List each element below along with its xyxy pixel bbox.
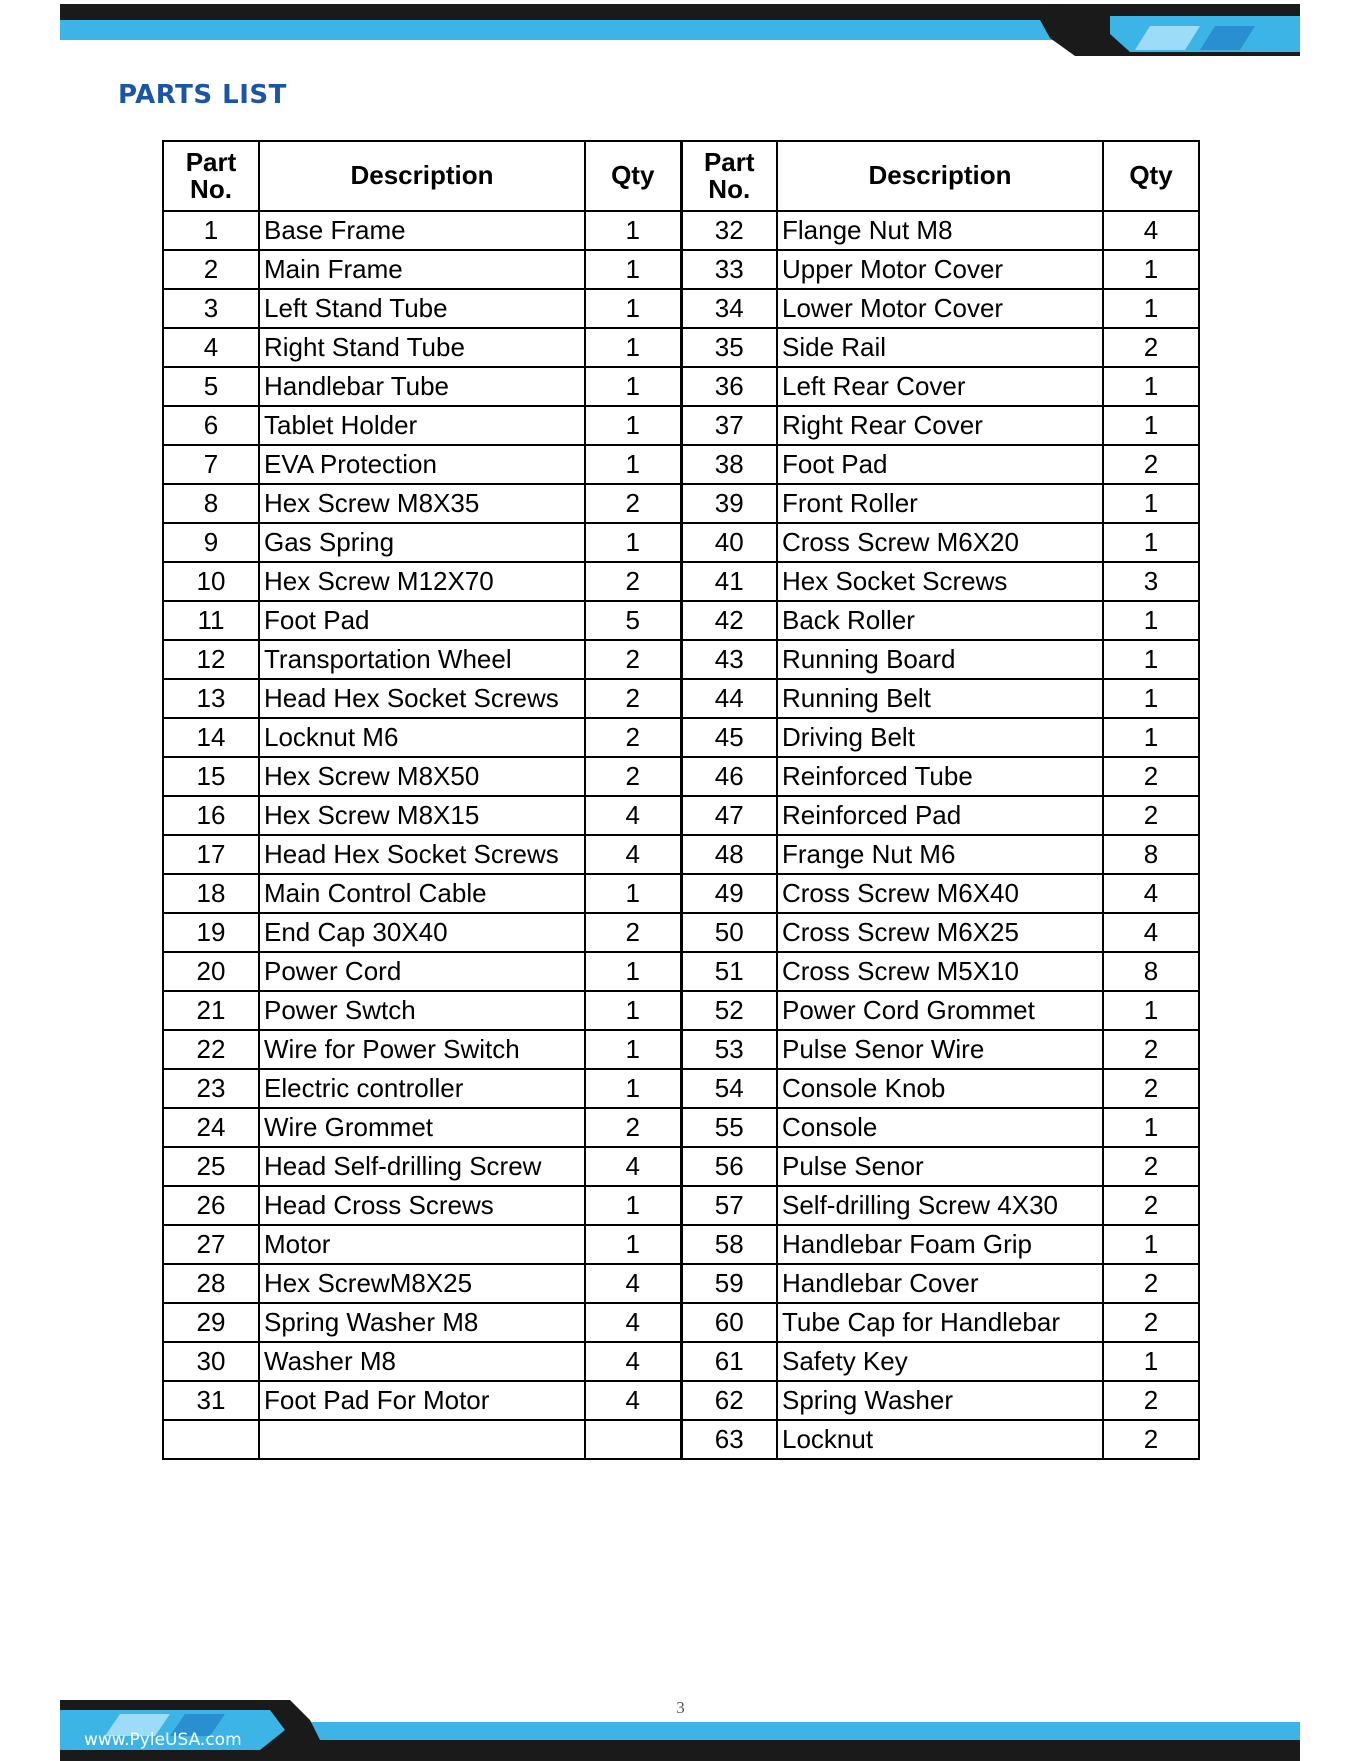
description-cell: Hex Screw M8X50	[259, 757, 585, 796]
table-row	[163, 1108, 1199, 1147]
description-cell: Driving Belt	[777, 718, 1103, 757]
part-number-cell: 40	[681, 523, 777, 562]
quantity-cell: 2	[1103, 1420, 1199, 1459]
quantity-cell: 2	[585, 913, 681, 952]
part-number-cell: 14	[163, 718, 259, 757]
quantity-cell: 2	[1103, 1030, 1199, 1069]
quantity-cell: 2	[585, 757, 681, 796]
table-row	[163, 406, 1199, 445]
description-cell: Reinforced Pad	[777, 796, 1103, 835]
quantity-cell: 1	[585, 289, 681, 328]
quantity-cell: 1	[1103, 250, 1199, 289]
part-number-cell: 48	[681, 835, 777, 874]
description-cell: Handlebar Foam Grip	[777, 1225, 1103, 1264]
part-number-cell: 12	[163, 640, 259, 679]
part-number-cell: 62	[681, 1381, 777, 1420]
quantity-cell: 2	[1103, 1147, 1199, 1186]
part-number-cell: 28	[163, 1264, 259, 1303]
description-cell: Foot Pad	[777, 445, 1103, 484]
part-number-cell: 31	[163, 1381, 259, 1420]
table-row	[163, 952, 1199, 991]
part-number-cell: 47	[681, 796, 777, 835]
description-cell: Cross Screw M6X25	[777, 913, 1103, 952]
description-cell: Lower Motor Cover	[777, 289, 1103, 328]
quantity-cell: 4	[1103, 874, 1199, 913]
part-number-cell: 63	[681, 1420, 777, 1459]
quantity-cell: 1	[585, 991, 681, 1030]
quantity-cell: 1	[585, 328, 681, 367]
description-cell: Flange Nut M8	[777, 211, 1103, 250]
quantity-cell: 1	[1103, 640, 1199, 679]
description-cell: Reinforced Tube	[777, 757, 1103, 796]
description-cell: Frange Nut M6	[777, 835, 1103, 874]
description-cell: Side Rail	[777, 328, 1103, 367]
description-cell: Main Frame	[259, 250, 585, 289]
description-cell: Head Hex Socket Screws	[259, 835, 585, 874]
top-banner	[0, 0, 1361, 60]
parts-table	[162, 140, 1200, 1460]
part-number-cell: 27	[163, 1225, 259, 1264]
quantity-cell: 8	[1103, 835, 1199, 874]
part-number-cell: 4	[163, 328, 259, 367]
part-number-cell: 34	[681, 289, 777, 328]
table-row	[163, 1342, 1199, 1381]
description-cell: Spring Washer M8	[259, 1303, 585, 1342]
description-cell: Front Roller	[777, 484, 1103, 523]
quantity-cell: 1	[585, 1030, 681, 1069]
part-number-cell: 15	[163, 757, 259, 796]
table-row	[163, 1225, 1199, 1264]
part-number-cell: 6	[163, 406, 259, 445]
table-row	[163, 913, 1199, 952]
part-number-cell: 38	[681, 445, 777, 484]
description-cell: Tube Cap for Handlebar	[777, 1303, 1103, 1342]
table-row	[163, 1147, 1199, 1186]
part-number-cell: 5	[163, 367, 259, 406]
table-row	[163, 1303, 1199, 1342]
part-number-cell: 49	[681, 874, 777, 913]
part-number-cell: 37	[681, 406, 777, 445]
quantity-cell: 2	[1103, 328, 1199, 367]
quantity-cell: 1	[585, 367, 681, 406]
quantity-cell: 1	[1103, 367, 1199, 406]
table-row	[163, 991, 1199, 1030]
description-cell: EVA Protection	[259, 445, 585, 484]
description-cell: Locknut M6	[259, 718, 585, 757]
part-number-cell: 30	[163, 1342, 259, 1381]
quantity-cell: 4	[585, 796, 681, 835]
part-number-cell: 29	[163, 1303, 259, 1342]
quantity-cell: 4	[585, 1147, 681, 1186]
table-row	[163, 640, 1199, 679]
part-number-cell: 50	[681, 913, 777, 952]
part-number-cell: 41	[681, 562, 777, 601]
column-header-qty: Qty	[1103, 141, 1199, 211]
description-cell: Left Rear Cover	[777, 367, 1103, 406]
part-number-cell: 45	[681, 718, 777, 757]
quantity-cell: 4	[585, 1264, 681, 1303]
table-row	[163, 1264, 1199, 1303]
quantity-cell: 3	[1103, 562, 1199, 601]
quantity-cell: 2	[585, 679, 681, 718]
part-number-cell: 56	[681, 1147, 777, 1186]
description-cell: Main Control Cable	[259, 874, 585, 913]
quantity-cell: 1	[1103, 601, 1199, 640]
part-number-cell: 43	[681, 640, 777, 679]
part-number-cell: 10	[163, 562, 259, 601]
quantity-cell: 1	[1103, 1108, 1199, 1147]
part-number-cell: 39	[681, 484, 777, 523]
table-row	[163, 1420, 1199, 1459]
part-number-cell: 13	[163, 679, 259, 718]
table-row	[163, 718, 1199, 757]
part-number-cell: 61	[681, 1342, 777, 1381]
table-row	[163, 1030, 1199, 1069]
description-cell: Hex Screw M8X35	[259, 484, 585, 523]
quantity-cell: 1	[1103, 523, 1199, 562]
description-cell: Gas Spring	[259, 523, 585, 562]
quantity-cell: 1	[1103, 679, 1199, 718]
part-number-cell: 17	[163, 835, 259, 874]
part-number-cell: 42	[681, 601, 777, 640]
table-row	[163, 289, 1199, 328]
description-cell: Pulse Senor	[777, 1147, 1103, 1186]
description-cell: Pulse Senor Wire	[777, 1030, 1103, 1069]
description-cell: Cross Screw M5X10	[777, 952, 1103, 991]
table-row	[163, 1381, 1199, 1420]
part-number-cell: 21	[163, 991, 259, 1030]
part-number-cell: 19	[163, 913, 259, 952]
part-number-cell: 8	[163, 484, 259, 523]
description-cell: Back Roller	[777, 601, 1103, 640]
part-number-cell: 59	[681, 1264, 777, 1303]
description-cell: Handlebar Cover	[777, 1264, 1103, 1303]
part-number-cell: 2	[163, 250, 259, 289]
table-row	[163, 679, 1199, 718]
part-number-cell: 1	[163, 211, 259, 250]
part-number-cell: 55	[681, 1108, 777, 1147]
description-cell: Upper Motor Cover	[777, 250, 1103, 289]
column-header-description: Description	[777, 141, 1103, 211]
quantity-cell: 4	[1103, 913, 1199, 952]
page-number: 3	[676, 1698, 685, 1717]
description-cell: Hex ScrewM8X25	[259, 1264, 585, 1303]
description-cell: Foot Pad	[259, 601, 585, 640]
part-number-cell: 46	[681, 757, 777, 796]
description-cell	[259, 1420, 585, 1459]
quantity-cell: 2	[585, 640, 681, 679]
quantity-cell: 2	[585, 484, 681, 523]
description-cell: Power Cord	[259, 952, 585, 991]
column-header-qty: Qty	[585, 141, 681, 211]
description-cell: Spring Washer	[777, 1381, 1103, 1420]
description-cell: Cross Screw M6X20	[777, 523, 1103, 562]
quantity-cell: 1	[585, 1186, 681, 1225]
part-number-cell: 22	[163, 1030, 259, 1069]
table-row	[163, 757, 1199, 796]
table-header-row	[163, 141, 1199, 211]
table-row	[163, 367, 1199, 406]
quantity-cell: 4	[585, 835, 681, 874]
quantity-cell: 2	[585, 1108, 681, 1147]
description-cell: Running Board	[777, 640, 1103, 679]
description-cell: Wire Grommet	[259, 1108, 585, 1147]
table-row	[163, 523, 1199, 562]
quantity-cell: 1	[585, 406, 681, 445]
description-cell: Right Rear Cover	[777, 406, 1103, 445]
part-number-cell: 33	[681, 250, 777, 289]
column-header-part-no: Part No.	[163, 141, 259, 211]
part-number-cell: 24	[163, 1108, 259, 1147]
description-cell: Self-drilling Screw 4X30	[777, 1186, 1103, 1225]
description-cell: Handlebar Tube	[259, 367, 585, 406]
quantity-cell: 1	[585, 445, 681, 484]
description-cell: Wire for Power Switch	[259, 1030, 585, 1069]
quantity-cell: 2	[1103, 1264, 1199, 1303]
description-cell: Cross Screw M6X40	[777, 874, 1103, 913]
description-cell: Locknut	[777, 1420, 1103, 1459]
table-row	[163, 1069, 1199, 1108]
description-cell: Motor	[259, 1225, 585, 1264]
description-cell: Tablet Holder	[259, 406, 585, 445]
quantity-cell: 2	[585, 562, 681, 601]
table-row	[163, 484, 1199, 523]
quantity-cell: 2	[1103, 1381, 1199, 1420]
table-row	[163, 328, 1199, 367]
quantity-cell: 2	[1103, 445, 1199, 484]
description-cell: End Cap 30X40	[259, 913, 585, 952]
table-row	[163, 250, 1199, 289]
quantity-cell: 1	[585, 1225, 681, 1264]
part-number-cell: 26	[163, 1186, 259, 1225]
description-cell: Left Stand Tube	[259, 289, 585, 328]
quantity-cell: 4	[1103, 211, 1199, 250]
part-number-cell: 35	[681, 328, 777, 367]
description-cell: Base Frame	[259, 211, 585, 250]
description-cell: Foot Pad For Motor	[259, 1381, 585, 1420]
column-header-description: Description	[259, 141, 585, 211]
part-number-cell: 25	[163, 1147, 259, 1186]
part-number-cell: 36	[681, 367, 777, 406]
quantity-cell: 2	[1103, 757, 1199, 796]
part-number-cell: 54	[681, 1069, 777, 1108]
quantity-cell: 2	[1103, 796, 1199, 835]
quantity-cell: 5	[585, 601, 681, 640]
part-number-cell: 53	[681, 1030, 777, 1069]
quantity-cell: 2	[585, 718, 681, 757]
quantity-cell: 8	[1103, 952, 1199, 991]
quantity-cell: 4	[585, 1342, 681, 1381]
quantity-cell: 2	[1103, 1069, 1199, 1108]
quantity-cell: 1	[585, 523, 681, 562]
table-row	[163, 796, 1199, 835]
part-number-cell	[163, 1420, 259, 1459]
part-number-cell: 16	[163, 796, 259, 835]
column-header-part-no: Part No.	[681, 141, 777, 211]
description-cell: Right Stand Tube	[259, 328, 585, 367]
description-cell: Hex Socket Screws	[777, 562, 1103, 601]
description-cell: Transportation Wheel	[259, 640, 585, 679]
quantity-cell: 2	[1103, 1303, 1199, 1342]
part-number-cell: 44	[681, 679, 777, 718]
quantity-cell: 4	[585, 1303, 681, 1342]
part-number-cell: 18	[163, 874, 259, 913]
quantity-cell: 2	[1103, 1186, 1199, 1225]
table-row	[163, 562, 1199, 601]
quantity-cell: 1	[1103, 991, 1199, 1030]
table-row	[163, 445, 1199, 484]
part-number-cell: 58	[681, 1225, 777, 1264]
table-row	[163, 1186, 1199, 1225]
quantity-cell: 1	[1103, 484, 1199, 523]
table-row	[163, 874, 1199, 913]
description-cell: Safety Key	[777, 1342, 1103, 1381]
part-number-cell: 60	[681, 1303, 777, 1342]
part-number-cell: 3	[163, 289, 259, 328]
part-number-cell: 52	[681, 991, 777, 1030]
description-cell: Head Self-drilling Screw	[259, 1147, 585, 1186]
part-number-cell: 51	[681, 952, 777, 991]
part-number-cell: 9	[163, 523, 259, 562]
table-row	[163, 601, 1199, 640]
description-cell: Power Swtch	[259, 991, 585, 1030]
part-number-cell: 20	[163, 952, 259, 991]
quantity-cell: 1	[1103, 718, 1199, 757]
quantity-cell: 1	[585, 1069, 681, 1108]
page-title: PARTS LIST	[118, 80, 287, 110]
quantity-cell: 1	[585, 874, 681, 913]
website-url[interactable]: www.PyleUSA.com	[84, 1730, 242, 1750]
description-cell: Hex Screw M12X70	[259, 562, 585, 601]
table-row	[163, 211, 1199, 250]
description-cell: Head Cross Screws	[259, 1186, 585, 1225]
part-number-cell: 11	[163, 601, 259, 640]
part-number-cell: 23	[163, 1069, 259, 1108]
description-cell: Hex Screw M8X15	[259, 796, 585, 835]
quantity-cell: 1	[1103, 289, 1199, 328]
part-number-cell: 57	[681, 1186, 777, 1225]
description-cell: Console Knob	[777, 1069, 1103, 1108]
part-number-cell: 7	[163, 445, 259, 484]
description-cell: Power Cord Grommet	[777, 991, 1103, 1030]
quantity-cell: 1	[585, 952, 681, 991]
quantity-cell: 1	[1103, 1225, 1199, 1264]
quantity-cell: 1	[585, 250, 681, 289]
description-cell: Head Hex Socket Screws	[259, 679, 585, 718]
quantity-cell	[585, 1420, 681, 1459]
description-cell: Washer M8	[259, 1342, 585, 1381]
quantity-cell: 1	[1103, 406, 1199, 445]
quantity-cell: 1	[585, 211, 681, 250]
table-row	[163, 835, 1199, 874]
description-cell: Running Belt	[777, 679, 1103, 718]
description-cell: Console	[777, 1108, 1103, 1147]
quantity-cell: 4	[585, 1381, 681, 1420]
description-cell: Electric controller	[259, 1069, 585, 1108]
part-number-cell: 32	[681, 211, 777, 250]
quantity-cell: 1	[1103, 1342, 1199, 1381]
